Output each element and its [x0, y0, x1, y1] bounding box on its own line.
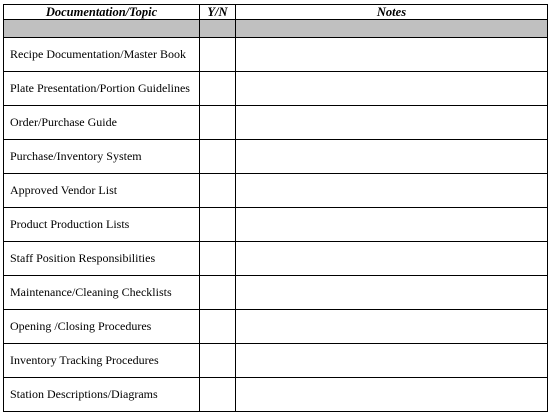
notes-cell[interactable]: [236, 106, 548, 140]
notes-cell[interactable]: [236, 242, 548, 276]
table-row: [4, 106, 548, 140]
notes-cell[interactable]: [236, 344, 548, 378]
shaded-cell: [4, 20, 200, 38]
notes-cell[interactable]: [236, 310, 548, 344]
topic-cell: Station Descriptions/Diagrams: [4, 378, 200, 412]
yn-cell[interactable]: [200, 276, 236, 310]
shaded-cell: [236, 20, 548, 38]
topic-cell: Maintenance/Cleaning Checklists: [4, 276, 200, 310]
documentation-checklist-table: [3, 4, 548, 412]
yn-cell[interactable]: [200, 310, 236, 344]
header-yn: Y/N: [200, 5, 236, 20]
yn-cell[interactable]: [200, 242, 236, 276]
topic-cell: Product Production Lists: [4, 208, 200, 242]
table-row: [4, 174, 548, 208]
notes-cell[interactable]: [236, 208, 548, 242]
yn-cell[interactable]: [200, 140, 236, 174]
table-row: [4, 242, 548, 276]
topic-cell: Inventory Tracking Procedures: [4, 344, 200, 378]
notes-cell[interactable]: [236, 140, 548, 174]
yn-cell[interactable]: [200, 38, 236, 72]
yn-cell[interactable]: [200, 344, 236, 378]
table-header-row: [4, 5, 548, 20]
table-row: [4, 310, 548, 344]
yn-cell[interactable]: [200, 72, 236, 106]
yn-cell[interactable]: [200, 174, 236, 208]
topic-cell: Purchase/Inventory System: [4, 140, 200, 174]
topic-cell: Plate Presentation/Portion Guidelines: [4, 72, 200, 106]
table-row: [4, 378, 548, 412]
table-row: [4, 344, 548, 378]
notes-cell[interactable]: [236, 174, 548, 208]
table-row: [4, 72, 548, 106]
topic-cell: Staff Position Responsibilities: [4, 242, 200, 276]
yn-cell[interactable]: [200, 106, 236, 140]
header-topic: Documentation/Topic: [4, 5, 200, 20]
notes-cell[interactable]: [236, 72, 548, 106]
shaded-cell: [200, 20, 236, 38]
yn-cell[interactable]: [200, 208, 236, 242]
table-row: [4, 140, 548, 174]
table-row: [4, 38, 548, 72]
yn-cell[interactable]: [200, 378, 236, 412]
topic-cell: Order/Purchase Guide: [4, 106, 200, 140]
topic-cell: Opening /Closing Procedures: [4, 310, 200, 344]
topic-cell: Approved Vendor List: [4, 174, 200, 208]
shaded-separator-row: [4, 20, 548, 38]
table-row: [4, 276, 548, 310]
notes-cell[interactable]: [236, 378, 548, 412]
notes-cell[interactable]: [236, 38, 548, 72]
topic-cell: Recipe Documentation/Master Book: [4, 38, 200, 72]
notes-cell[interactable]: [236, 276, 548, 310]
header-notes: Notes: [236, 5, 548, 20]
table-row: [4, 208, 548, 242]
